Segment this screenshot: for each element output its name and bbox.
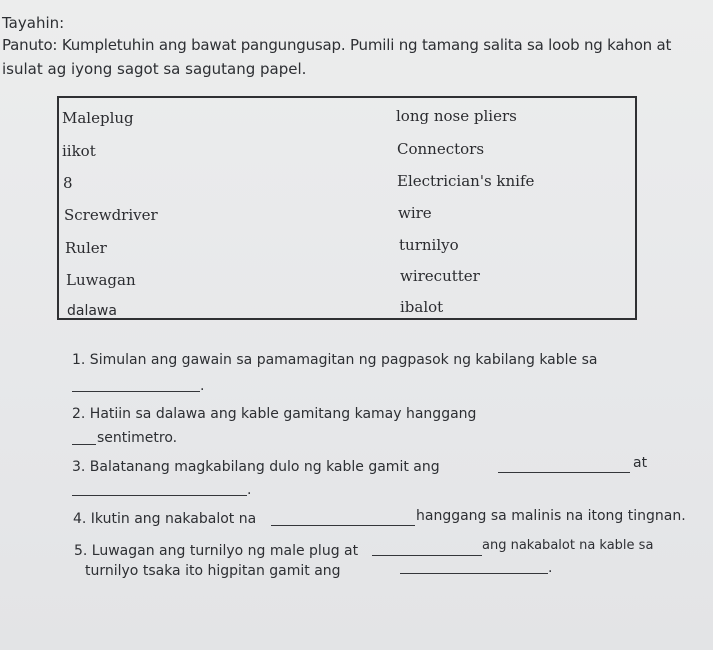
word-left-4: Screwdriver <box>64 206 158 224</box>
question-5-text-mid: ang nakabalot na kable sa <box>482 538 654 553</box>
word-right-4: wire <box>398 204 432 222</box>
question-1-blank <box>72 391 200 392</box>
question-5-text: 5. Luwagan ang turnilyo ng male plug at <box>74 543 359 559</box>
question-5-period: . <box>548 560 553 576</box>
word-right-3: Electrician's knife <box>397 172 535 190</box>
question-5-blank-2 <box>400 573 548 574</box>
question-3-period: . <box>247 482 252 498</box>
word-left-5: Ruler <box>65 239 107 257</box>
word-left-1: Maleplug <box>62 109 134 127</box>
word-left-7: dalawa <box>67 303 117 319</box>
instructions-line-1: Panuto: Kumpletuhin ang bawat pangungusap. Pumili ng tamang salita sa loob ng kahon at <box>2 36 672 54</box>
question-5-blank-1 <box>372 555 482 556</box>
question-3-text: 3. Balatanang magkabilang dulo ng kable gamit ang <box>72 459 440 475</box>
question-4-blank <box>271 525 415 526</box>
question-2-text: 2. Hatiin sa dalawa ang kable gamitang kamay hanggang <box>72 406 477 422</box>
question-4-text-end: hanggang sa malinis na itong tingnan. <box>416 508 686 524</box>
section-title: Tayahin: <box>2 14 65 32</box>
word-left-3: 8 <box>63 174 73 192</box>
word-left-6: Luwagan <box>66 271 136 289</box>
question-3-blank-2 <box>72 495 247 496</box>
question-2-unit: sentimetro. <box>97 430 178 446</box>
question-3-blank-1 <box>498 472 630 473</box>
word-right-2: Connectors <box>397 140 485 158</box>
question-5-line-2: turnilyo tsaka ito higpitan gamit ang <box>85 563 341 579</box>
instructions-line-2: isulat ag iyong sagot sa sagutang papel. <box>2 60 307 78</box>
question-4-text: 4. Ikutin ang nakabalot na <box>73 511 257 527</box>
question-3-and: at <box>633 455 648 471</box>
question-1-period: . <box>200 378 205 394</box>
word-right-5: turnilyo <box>399 236 459 254</box>
word-right-1: long nose pliers <box>396 107 517 125</box>
question-2-blank <box>72 444 96 445</box>
word-left-2: iikot <box>62 142 96 160</box>
word-right-7: ibalot <box>400 298 444 316</box>
word-right-6: wirecutter <box>400 267 480 285</box>
question-1-text: 1. Simulan ang gawain sa pamamagitan ng pagpasok ng kabilang kable sa <box>72 352 598 368</box>
